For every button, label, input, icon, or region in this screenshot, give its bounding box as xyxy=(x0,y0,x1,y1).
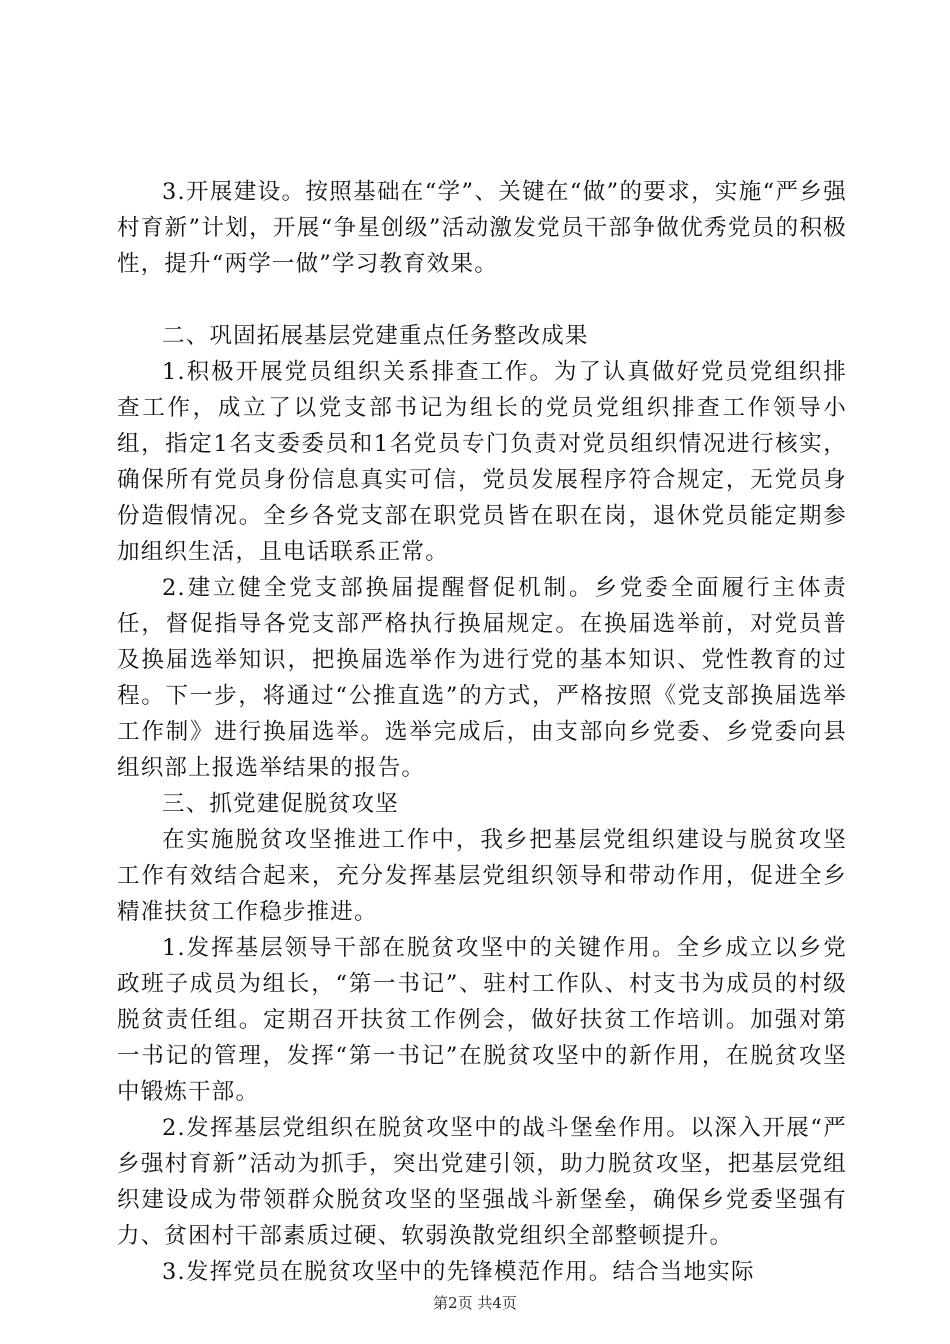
paragraph-3-intro: 在实施脱贫攻坚推进工作中，我乡把基层党组织建设与脱贫攻坚工作有效结合起来，充分发挥基层党组织领导和带动作用，促进全乡精准扶贫工作稳步推进。 xyxy=(117,827,847,925)
paragraph-2-2: 2.建立健全党支部换届提醒督促机制。乡党委全面履行主体责任，督促指导各党支部严格执行换届规定。在换届选举前，对党员普及换届选举知识，把换届选举作为进行党的基本知识、党性教育的过程。下一步，将通过“公推直选”的方式，严格按照《党支部换届选举工作制》进行换届选举。选举完成后，由支部向乡党委、乡党委向县组织部上报选举结果的报告。 xyxy=(117,575,847,781)
paragraph-2-1: 1.积极开展党员组织关系排查工作。为了认真做好党员党组织排查工作，成立了以党支部书记为组长的党员党组织排查工作领导小组，指定1名支委委员和1名党员专门负责对党员组织情况进行核实，确保所有党员身份信息真实可信，党员发展程序符合规定，无党员身份造假情况。全乡各党支部在职党员皆在职在岗，退休党员能定期参加组织生活，且电话联系正常。 xyxy=(117,359,847,565)
document-body xyxy=(117,174,847,1290)
paragraph-3-3: 3.发挥党员在脱贫攻坚中的先锋模范作用。结合当地实际 xyxy=(162,1259,755,1285)
page-footer: 第2页 共4页 xyxy=(433,1294,517,1312)
paragraph-gap xyxy=(117,282,847,318)
section-heading-2: 二、巩固拓展基层党建重点任务整改成果 xyxy=(162,323,589,349)
paragraph-1: 3.开展建设。按照基础在“学”、关键在“做”的要求，实施“严乡强村育新”计划，开展“争星创级”活动激发党员干部争做优秀党员的积极性，提升“两学一做”学习教育效果。 xyxy=(117,179,847,277)
paragraph-3-1: 1.发挥基层领导干部在脱贫攻坚中的关键作用。全乡成立以乡党政班子成员为组长，“第一书记”、驻村工作队、村支书为成员的村级脱贫责任组。定期召开扶贫工作例会，做好扶贫工作培训。加强对第一书记的管理，发挥“第一书记”在脱贫攻坚中的新作用，在脱贫攻坚中锻炼干部。 xyxy=(117,935,847,1105)
paragraph-3-2: 2.发挥基层党组织在脱贫攻坚中的战斗堡垒作用。以深入开展“严乡强村育新”活动为抓手，突出党建引领，助力脱贫攻坚，把基层党组织建设成为带领群众脱贫攻坚的坚强战斗新堡垒，确保乡党委坚强有力、贫困村干部素质过硬、软弱涣散党组织全部整顿提升。 xyxy=(117,1115,847,1249)
section-heading-3: 三、抓党建促脱贫攻坚 xyxy=(162,791,400,817)
